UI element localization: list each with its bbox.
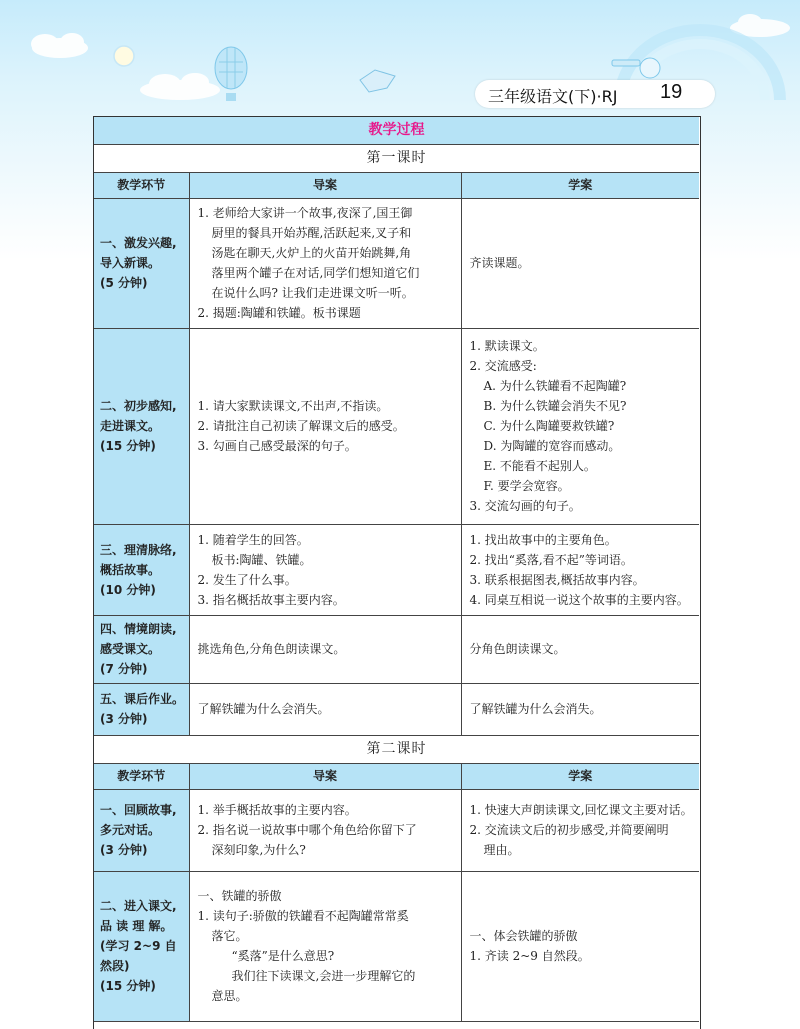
lesson-title-row	[94, 144, 699, 172]
guide-cell: 了解铁罐为什么会消失。	[189, 683, 461, 735]
column-header-study: 学案	[461, 763, 699, 789]
stage-cell: 一、激发兴趣, 导入新课。 (5 分钟)	[94, 198, 189, 328]
column-header-stage: 教学环节	[94, 172, 189, 198]
page-number: 19	[660, 81, 683, 103]
table-row	[94, 683, 699, 735]
table-row	[94, 198, 699, 328]
hot-air-balloon-icon	[215, 47, 247, 101]
column-header-row	[94, 172, 699, 198]
stage-cell: 三、理清脉络, 概括故事。 (10 分钟)	[94, 524, 189, 615]
lesson-plan-table	[94, 117, 699, 1022]
lesson-title-row	[94, 735, 699, 763]
stage-cell: 一、回顾故事, 多元对话。 (3 分钟)	[94, 789, 189, 871]
table-row	[94, 871, 699, 1021]
guide-cell: 1. 请大家默读课文,不出声,不指读。 2. 请批注自己初读了解课文后的感受。 3. 勾画自己感受最深的句子。	[189, 328, 461, 524]
stage-cell: 二、进入课文, 品 读 理 解。 (学习 2~9 自 然段) (15 分钟)	[94, 871, 189, 1021]
column-header-row	[94, 763, 699, 789]
guide-cell: 1. 老师给大家讲一个故事,夜深了,国王御 厨里的餐具开始苏醒,活跃起来,叉子和 汤匙在聊天,火炉上的火苗开始跳舞,角 落里两个罐子在对话,同学们想知道它们 在说什么吗? 让我们走进课文听一听。 2. 揭题:陶罐和铁罐。板书课题	[189, 198, 461, 328]
study-cell: 齐读课题。	[461, 198, 699, 328]
guide-cell: 挑选角色,分角色朗读课文。	[189, 615, 461, 683]
table-row	[94, 328, 699, 524]
study-cell: 1. 默读课文。 2. 交流感受: A. 为什么铁罐看不起陶罐? B. 为什么铁罐会消失不见? C. 为什么陶罐要救铁罐? D. 为陶罐的宽容而感动。 E. 不能看不起别人。 F. 要学会宽容。 3. 交流勾画的句子。	[461, 328, 699, 524]
study-cell: 了解铁罐为什么会消失。	[461, 683, 699, 735]
study-cell: 一、体会铁罐的骄傲 1. 齐读 2~9 自然段。	[461, 871, 699, 1021]
cloud-icon	[31, 33, 88, 58]
column-header-guide: 导案	[189, 172, 461, 198]
study-cell: 分角色朗读课文。	[461, 615, 699, 683]
cloud-icon	[140, 73, 220, 100]
stage-cell: 五、课后作业。 (3 分钟)	[94, 683, 189, 735]
guide-cell: 1. 随着学生的回答。 板书:陶罐、铁罐。 2. 发生了什么事。 3. 指名概括故事主要内容。	[189, 524, 461, 615]
column-header-guide: 导案	[189, 763, 461, 789]
study-cell: 1. 找出故事中的主要角色。 2. 找出“奚落,看不起”等词语。 3. 联系根据图表,概括故事内容。 4. 同桌互相说一说这个故事的主要内容。	[461, 524, 699, 615]
column-header-study: 学案	[461, 172, 699, 198]
table-row	[94, 615, 699, 683]
sun-icon	[114, 46, 134, 66]
column-header-stage: 教学环节	[94, 763, 189, 789]
book-title: 三年级语文(下)·RJ	[488, 87, 618, 106]
sky-decoration	[0, 0, 800, 130]
guide-cell: 一、铁罐的骄傲 1. 读句子:骄傲的铁罐看不起陶罐常常奚 落它。 “奚落”是什么意思? 我们往下读课文,会进一步理解它的 意思。	[189, 871, 461, 1021]
table-row	[94, 524, 699, 615]
stage-cell: 二、初步感知, 走进课文。 (15 分钟)	[94, 328, 189, 524]
table-title-row	[94, 117, 699, 144]
lesson-1-title: 第一课时	[94, 144, 699, 172]
lesson-plan-table-frame	[93, 116, 701, 1029]
table-title: 教学过程	[94, 117, 699, 144]
lesson-2-title: 第二课时	[94, 735, 699, 763]
stage-cell: 四、情境朗读, 感受课文。 (7 分钟)	[94, 615, 189, 683]
table-row	[94, 789, 699, 871]
study-cell: 1. 快速大声朗读课文,回忆课文主要对话。 2. 交流读文后的初步感受,并简要阐明 理由。	[461, 789, 699, 871]
kite-icon	[360, 70, 395, 92]
guide-cell: 1. 举手概括故事的主要内容。 2. 指名说一说故事中哪个角色给你留下了 深刻印象,为什么?	[189, 789, 461, 871]
